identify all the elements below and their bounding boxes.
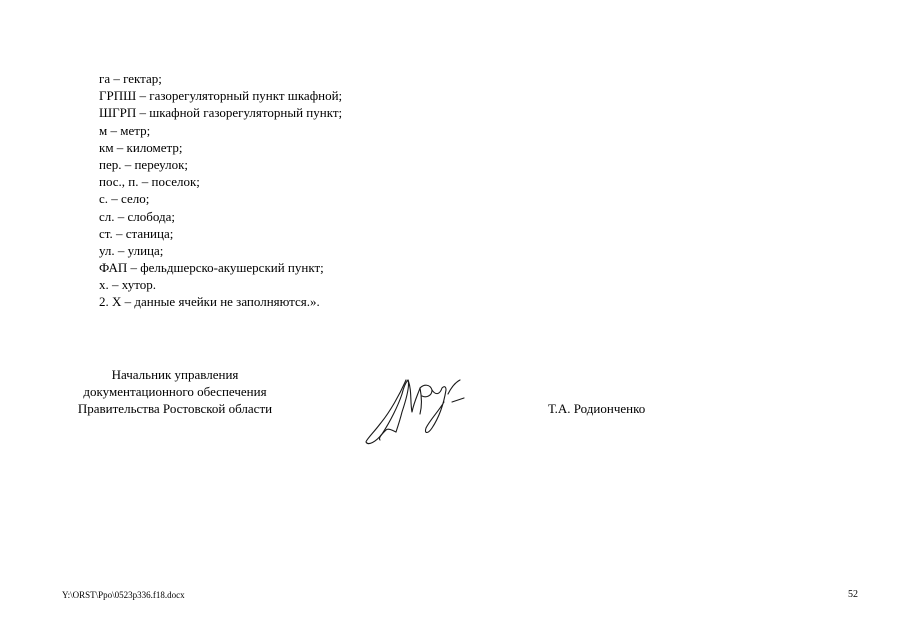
page-number: 52 — [848, 589, 858, 600]
abbreviation-item: км – километр; — [99, 139, 183, 155]
abbreviation-item: м – метр; — [99, 122, 151, 138]
signatory-title — [45, 366, 305, 417]
signatory-name: Т.А. Родионченко — [548, 401, 646, 416]
signatory-title-line: Правительства Ростовской области — [77, 401, 273, 416]
abbreviation-item: га – гектар; — [99, 71, 162, 86]
abbreviation-item: ГРПШ – газорегуляторный пункт шкафной; — [99, 88, 343, 104]
handwritten-signature — [360, 372, 470, 452]
abbreviation-item: ул. – улица; — [99, 242, 164, 258]
abbreviation-item: ст. – станица; — [99, 225, 174, 241]
abbreviation-item: пер. – переулок; — [99, 156, 188, 172]
abbreviation-item: сл. – слобода; — [99, 208, 176, 224]
footer-file-path: Y:\ORST\Ppo\0523p336.f18.docx — [62, 590, 185, 600]
signatory-title-line: документационного обеспечения — [83, 384, 267, 399]
abbreviation-item: ШГРП – шкафной газорегуляторный пункт; — [99, 105, 343, 121]
abbreviation-item: с. – село; — [99, 191, 150, 207]
note-item: 2. Х – данные ячейки не заполняются.». — [99, 294, 320, 310]
abbreviation-item: х. – хутор. — [99, 277, 157, 293]
abbreviation-item: пос., п. – поселок; — [99, 174, 200, 190]
abbreviations-list — [99, 70, 342, 311]
signatory-title-line: Начальник управления — [111, 367, 239, 382]
abbreviation-item: ФАП – фельдшерско-акушерский пункт; — [99, 260, 324, 276]
